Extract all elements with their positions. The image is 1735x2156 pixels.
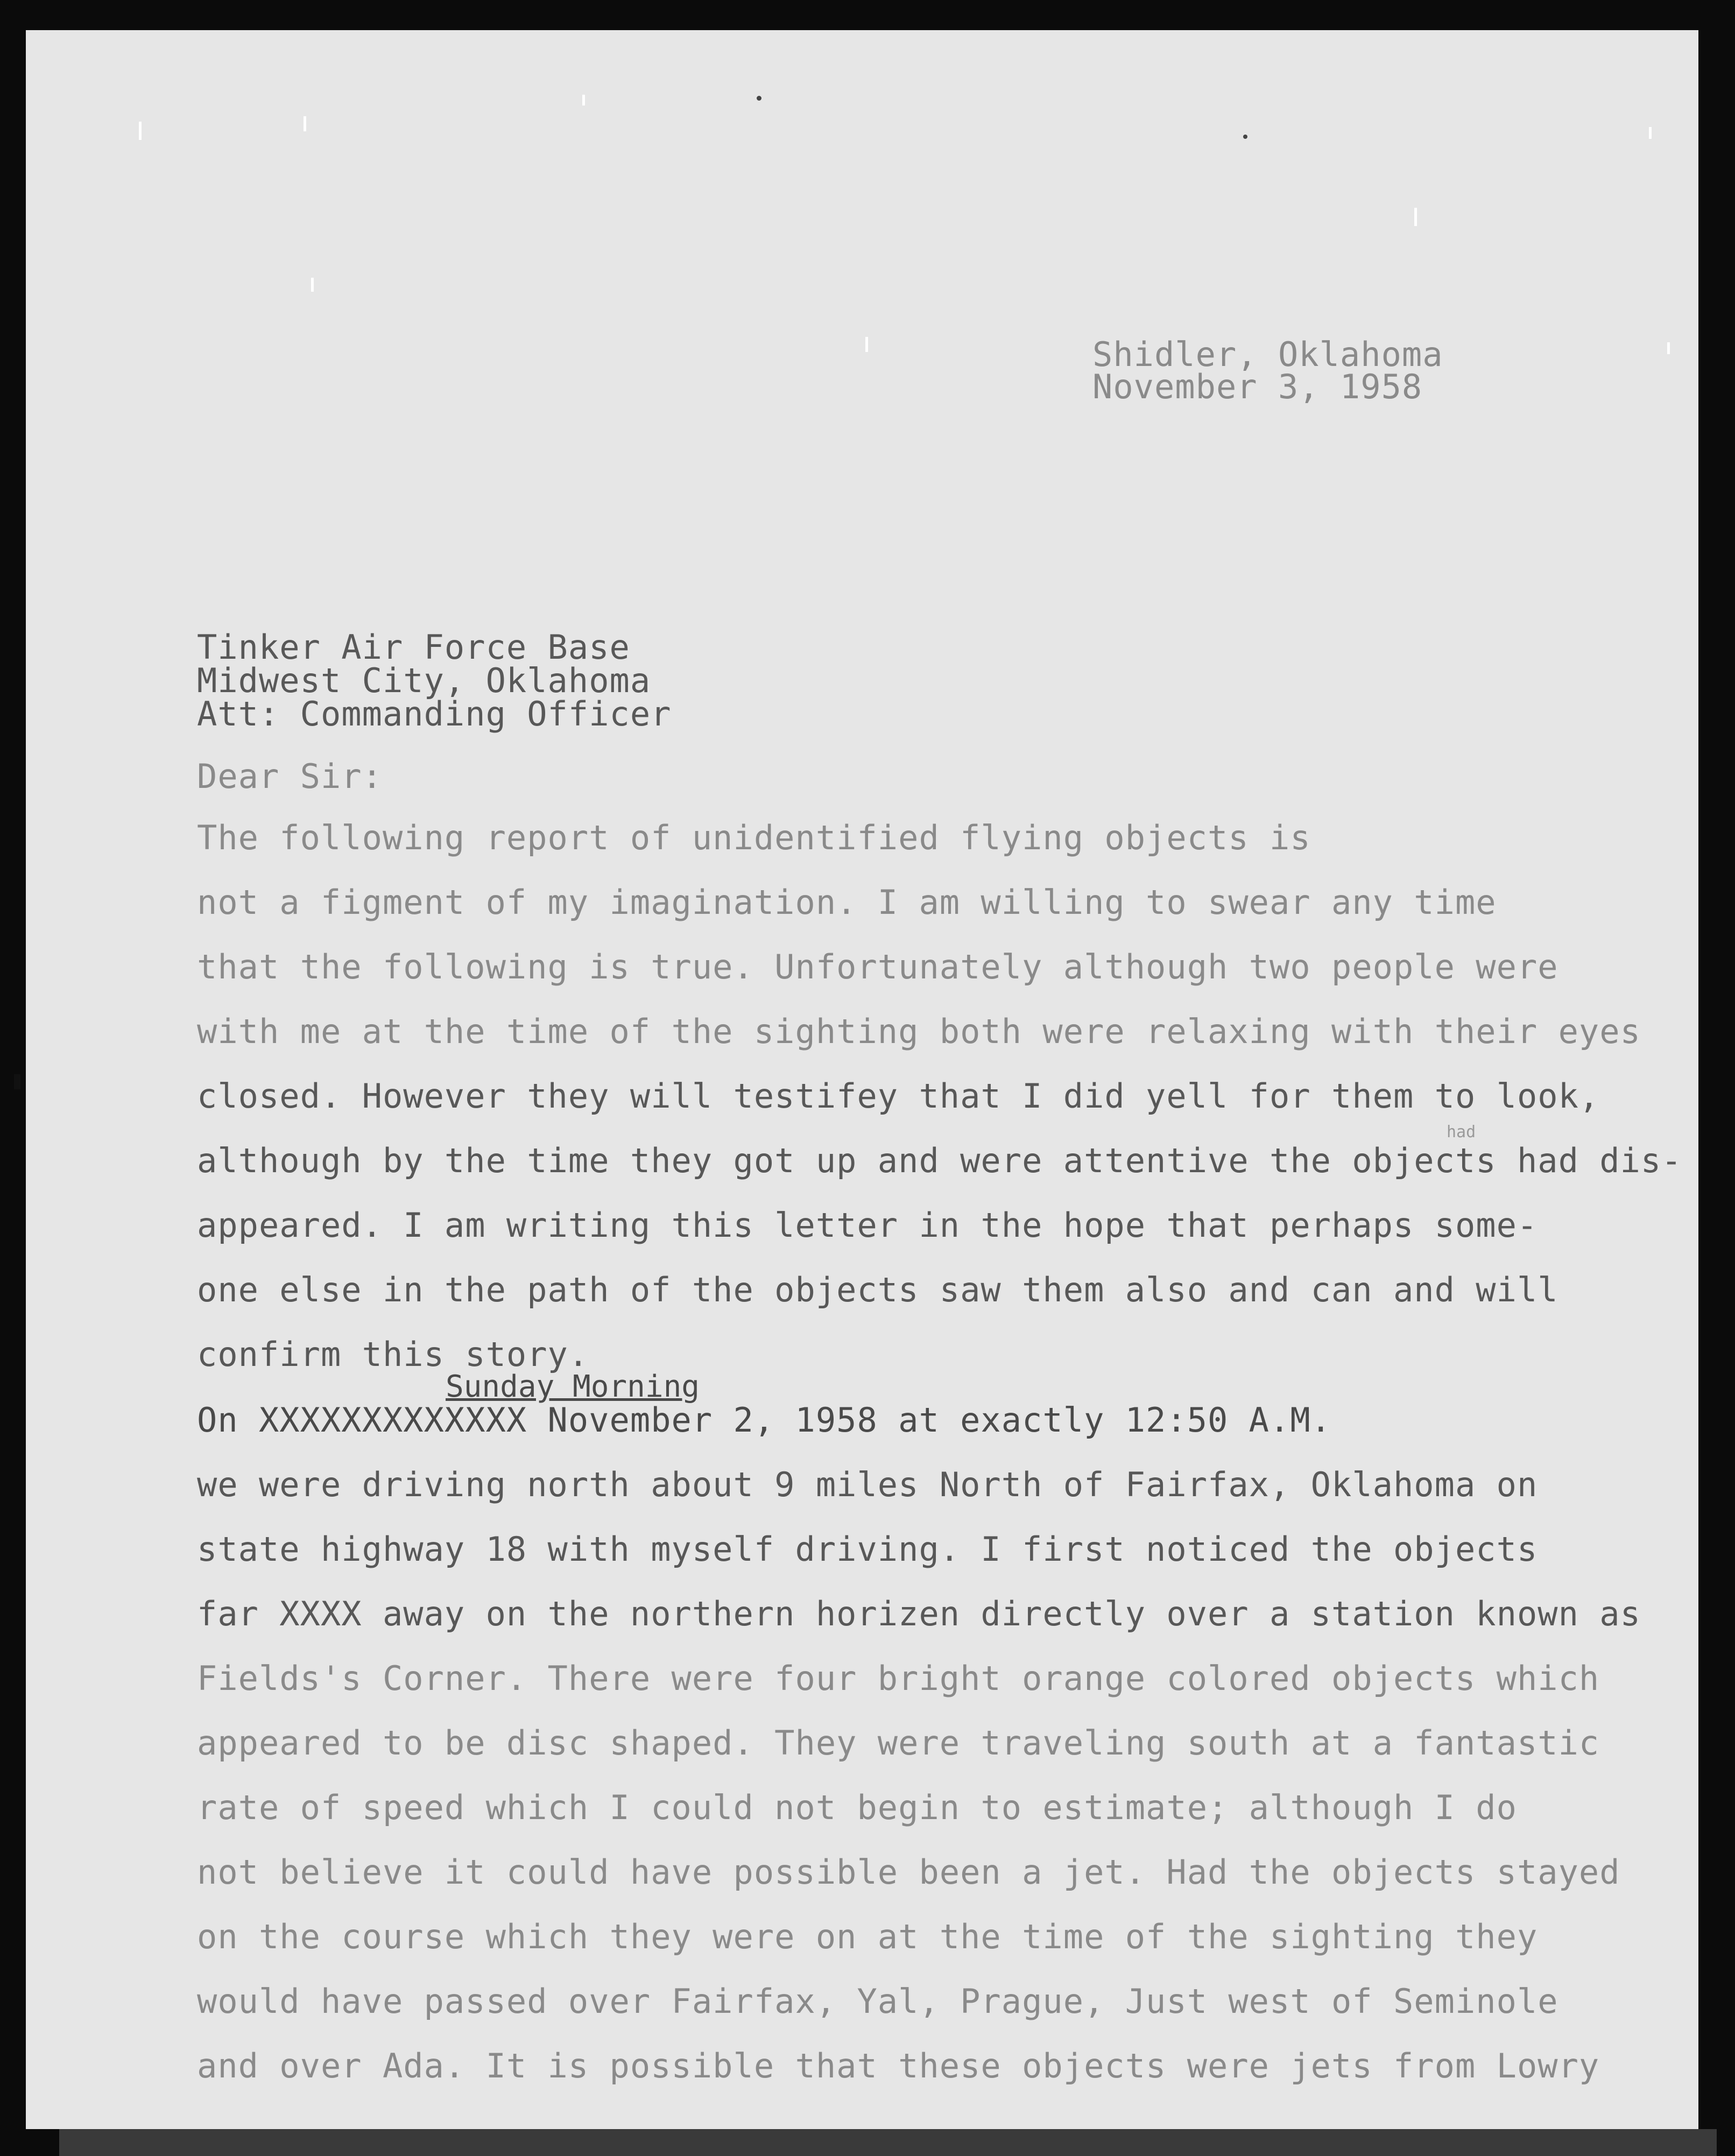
film-speck (1667, 342, 1670, 354)
marginal-note: had (1447, 1123, 1476, 1142)
paragraph-2-line: and over Ada. It is possible that these objects were jets from Lowry (197, 2046, 1600, 2085)
film-bottom-strip (59, 2129, 1717, 2156)
salutation: Dear Sir: (197, 757, 383, 796)
film-dust (1243, 135, 1247, 139)
paragraph-1-line: not a figment of my imagination. I am willing to swear any time (197, 883, 1497, 922)
paragraph-2-line: far XXXX away on the northern horizen directly over a station known as (197, 1594, 1641, 1633)
paragraph-2-line: on the course which they were on at the time of the sighting they (197, 1917, 1538, 1956)
film-speck (865, 337, 868, 352)
film-speck (311, 278, 314, 292)
recipient-line-2: Midwest City, Oklahoma (197, 661, 651, 700)
film-speck (1414, 208, 1417, 226)
film-edge-mark (14, 1074, 20, 1089)
letter-page (26, 30, 1698, 2129)
film-speck (1649, 127, 1652, 139)
paragraph-1-line: with me at the time of the sighting both were relaxing with their eyes (197, 1012, 1641, 1051)
paragraph-2-line: appeared to be disc shaped. They were traveling south at a fantastic (197, 1723, 1600, 1763)
film-speck (582, 95, 585, 105)
paragraph-2-line: not believe it could have possible been a jet. Had the objects stayed (197, 1852, 1620, 1892)
paragraph-2-line: we were driving north about 9 miles North of Fairfax, Oklahoma on (197, 1465, 1538, 1504)
paragraph-1-line: The following report of unidentified flying objects is (197, 818, 1311, 857)
paragraph-1-line: that the following is true. Unfortunately although two people were (197, 947, 1558, 987)
paragraph-1-line: closed. However they will testifey that I did yell for them to look, (197, 1076, 1600, 1116)
paragraph-1-line: appeared. I am writing this letter in the hope that perhaps some- (197, 1206, 1538, 1245)
recipient-line-1: Tinker Air Force Base (197, 628, 630, 667)
paragraph-1-line: one else in the path of the objects saw them also and can and will (197, 1270, 1558, 1309)
handwritten-insertion: Sunday Morning (446, 1369, 700, 1404)
recipient-line-3: Att: Commanding Officer (197, 694, 672, 734)
paragraph-1-line: confirm this story. (197, 1335, 589, 1374)
letter-date: November 3, 1958 (1092, 367, 1423, 406)
film-speck (139, 122, 142, 140)
paragraph-1-line: although by the time they got up and were attentive the objects had dis- (197, 1141, 1682, 1180)
paragraph-2-line: state highway 18 with myself driving. I first noticed the objects (197, 1530, 1538, 1569)
film-dust (757, 96, 761, 101)
paragraph-2-line: Fields's Corner. There were four bright orange colored objects which (197, 1659, 1600, 1698)
paragraph-2-line: would have passed over Fairfax, Yal, Prague, Just west of Seminole (197, 1982, 1558, 2021)
letter-place: Shidler, Oklahoma (1092, 335, 1443, 374)
paragraph-2-line: On XXXXXXXXXXXXX November 2, 1958 at exactly 12:50 A.M. (197, 1400, 1331, 1440)
paragraph-2-line: rate of speed which I could not begin to estimate; although I do (197, 1788, 1517, 1827)
film-speck (304, 116, 306, 131)
